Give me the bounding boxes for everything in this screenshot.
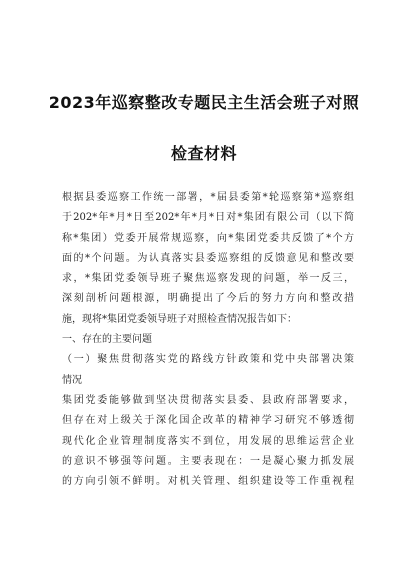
body-line: 但存在对上级关于深化国企改革的精神学习研究不够透彻 xyxy=(62,415,354,427)
document-body xyxy=(62,188,354,492)
body-line: 的意识不够强等问题。主要表现在：一是凝心聚力抓发展 xyxy=(62,455,354,467)
document-title-line-1: 2023年巡察整改专题民主生活会班子对照 xyxy=(48,93,360,112)
body-line: 集团党委能够做到坚决贯彻落实县委、县政府部署要求， xyxy=(62,394,354,406)
body-line: 深刻剖析问题根源，明确提出了今后的努力方向和整改措 xyxy=(62,293,354,305)
body-line: 现代化企业管理制度落实不到位，用发展的思维运营企业 xyxy=(62,435,354,447)
document-title-line-2: 检查材料 xyxy=(170,144,237,163)
subsection-heading-cont: 情况 xyxy=(62,374,82,386)
body-line: 施，现将*集团党委领导班子对照检查情况报告如下： xyxy=(62,313,297,325)
body-line: 根据县委巡察工作统一部署，*届县委第*轮巡察第*巡察组 xyxy=(62,192,354,203)
body-line: 面的*个问题。为认真落实县委巡察组的反馈意见和整改要 xyxy=(62,252,354,264)
body-line: 的方向引领不鲜明。对机关管理、组织建设等工作重视程 xyxy=(62,476,354,488)
body-line: 称*集团）党委开展常规巡察，向*集团党委共反馈了*个方 xyxy=(62,232,354,244)
body-line: 于202*年*月*日至202*年*月*日对*集团有限公司（以下简 xyxy=(62,212,354,224)
subsection-heading: （一）聚焦贯彻落实党的路线方针政策和党中央部署决策 xyxy=(62,354,354,366)
section-heading: 一、存在的主要问题 xyxy=(62,334,152,346)
body-line: 求，*集团党委领导班子聚焦巡察发现的问题，举一反三， xyxy=(62,273,354,285)
